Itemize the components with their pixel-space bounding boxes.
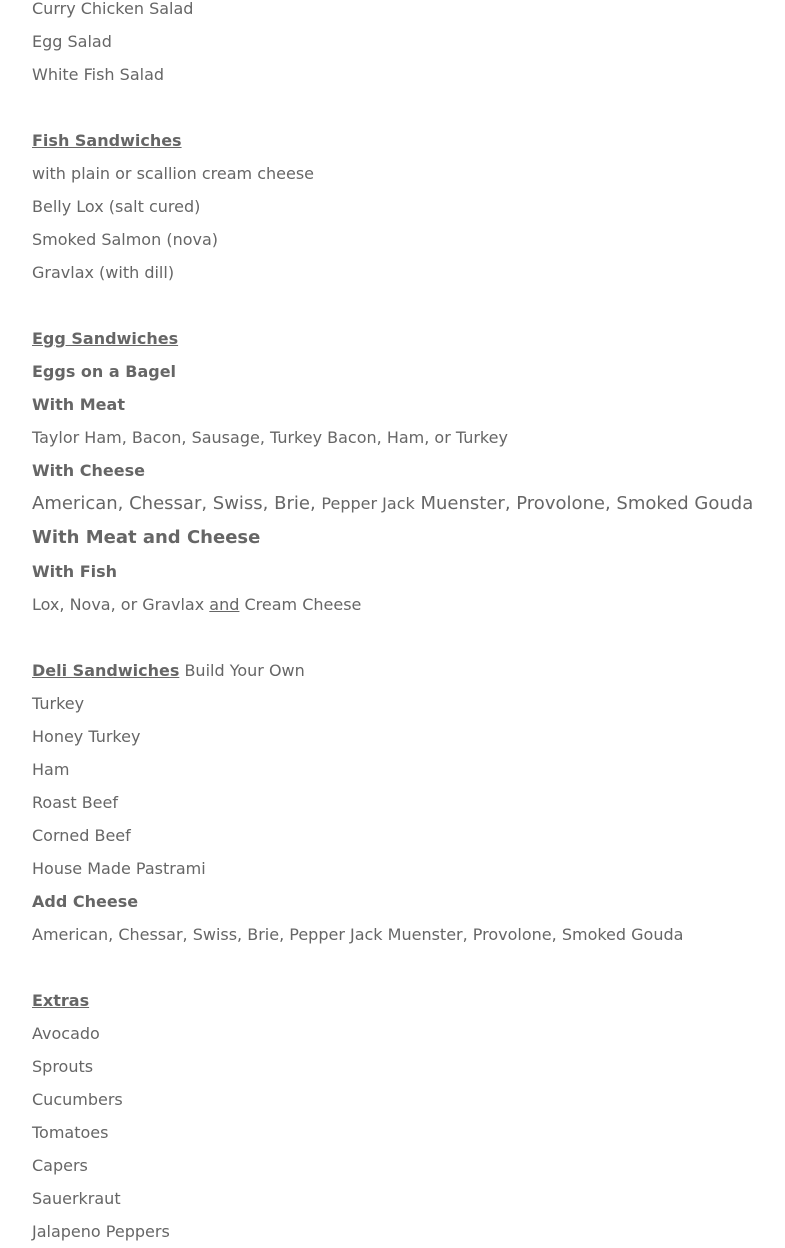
menu-item: Smoked Salmon (nova) [32, 230, 219, 249]
menu-item: Gravlax (with dill) [32, 263, 175, 282]
section-heading-extras: Extras [32, 991, 90, 1010]
cheese-options-part2: Muenster, Provolone, Smoked Gouda [420, 493, 754, 514]
menu-item: Roast Beef [32, 793, 118, 812]
with-meat-and-cheese-label: With Meat and Cheese [32, 527, 261, 548]
cheese-options-pepperjack: Pepper Jack [321, 494, 415, 513]
fish-note: with plain or scallion cream cheese [32, 164, 314, 183]
menu-item: Avocado [32, 1024, 100, 1043]
deli-cheese-options: American, Chessar, Swiss, Brie, Pepper Jack Muenster, Provolone, Smoked Gouda [32, 925, 684, 944]
meat-options: Taylor Ham, Bacon, Sausage, Turkey Bacon, Ham, or Turkey [32, 428, 508, 447]
fish-options-and: and [209, 595, 240, 614]
with-fish-label: With Fish [32, 562, 118, 581]
fish-options-part2: Cream Cheese [244, 595, 362, 614]
menu-item: Sauerkraut [32, 1189, 121, 1208]
menu-item: Cucumbers [32, 1090, 123, 1109]
section-heading-egg: Egg Sandwiches [32, 329, 179, 348]
with-cheese-label: With Cheese [32, 461, 145, 480]
menu-item: Ham [32, 760, 70, 779]
menu-item: Corned Beef [32, 826, 131, 845]
menu-item: Turkey [32, 694, 85, 713]
menu-item: Sprouts [32, 1057, 94, 1076]
menu-item: Capers [32, 1156, 88, 1175]
fish-options [32, 588, 785, 621]
add-cheese-label: Add Cheese [32, 892, 139, 911]
menu-item: Tomatoes [32, 1123, 109, 1142]
menu-item: Jalapeno Peppers [32, 1222, 170, 1241]
spacer [32, 951, 785, 984]
deli-subheading: Build Your Own [184, 661, 305, 680]
spacer [32, 621, 785, 654]
with-meat-label: With Meat [32, 395, 125, 414]
eggs-on-bagel-label: Eggs on a Bagel [32, 362, 177, 381]
menu-item: Egg Salad [32, 32, 112, 51]
fish-options-part1: Lox, Nova, or Gravlax [32, 595, 205, 614]
menu-item: Curry Chicken Salad [32, 0, 194, 18]
menu-item: White Fish Salad [32, 65, 165, 84]
cheese-options-part1: American, Chessar, Swiss, Brie, [32, 493, 316, 514]
cheese-options [32, 487, 785, 521]
menu-item: House Made Pastrami [32, 859, 206, 878]
spacer [32, 289, 785, 322]
section-heading-fish: Fish Sandwiches [32, 131, 182, 150]
section-heading-deli-row [32, 654, 785, 687]
spacer [32, 91, 785, 124]
menu-item: Belly Lox (salt cured) [32, 197, 201, 216]
menu-item: Honey Turkey [32, 727, 141, 746]
menu-content [32, 0, 785, 1248]
section-heading-deli: Deli Sandwiches [32, 661, 180, 680]
